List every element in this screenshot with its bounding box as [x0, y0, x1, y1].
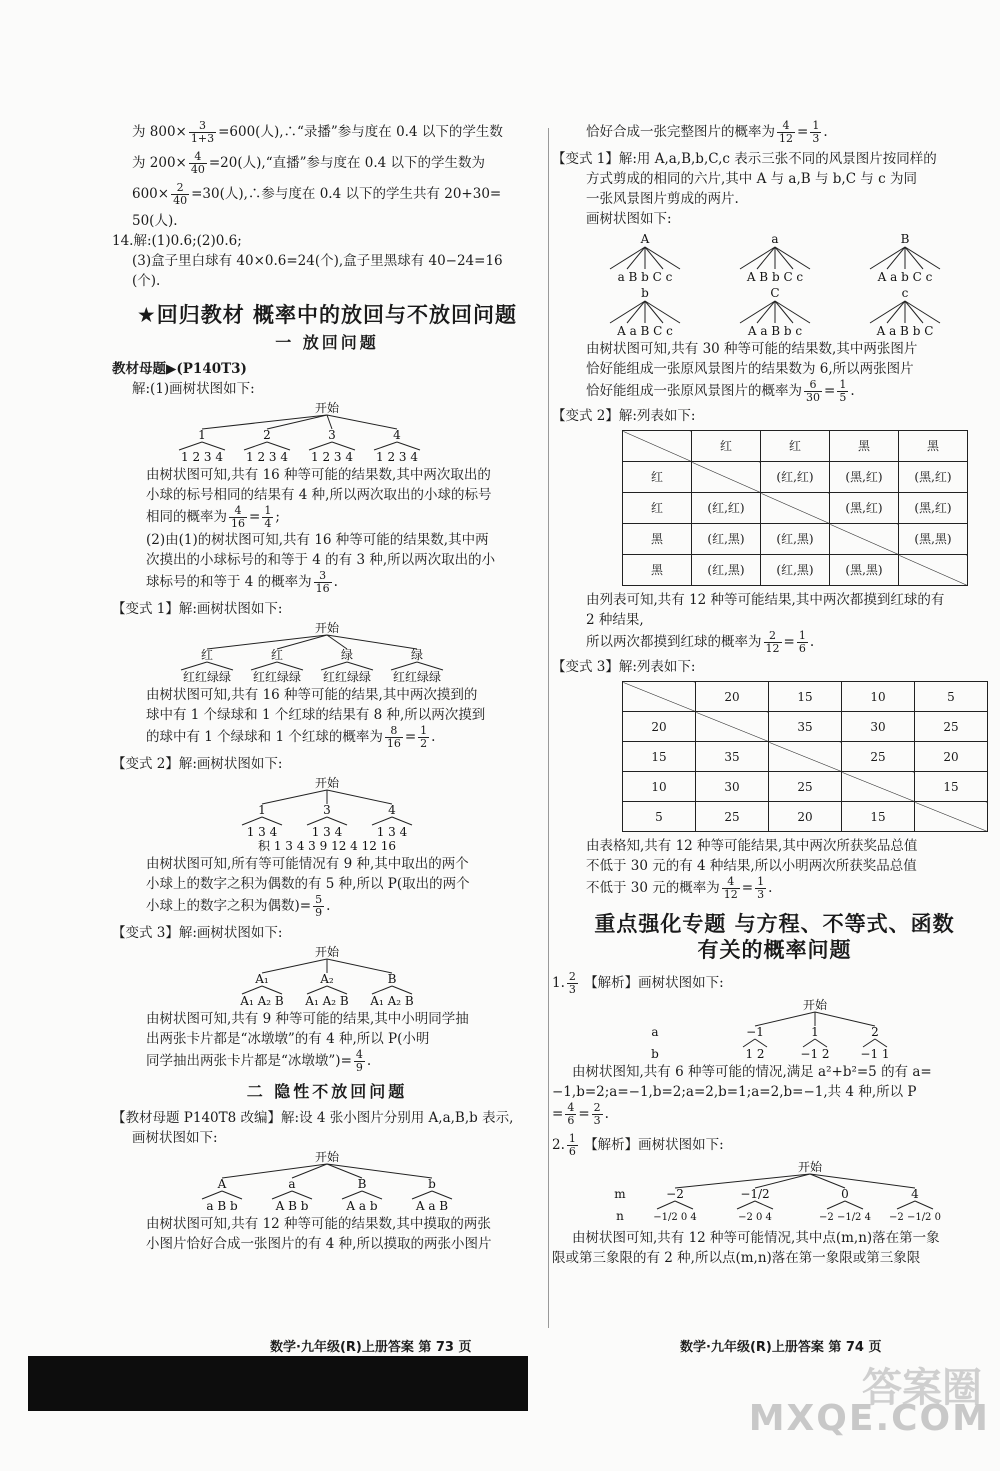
tree-leaves: 红红绿绿 [392, 670, 442, 683]
text-line: 由树状图可知,共有 12 种等可能的结果数,其中摸取的两张 [146, 1216, 491, 1232]
watermark-text: MXQE.COM [748, 1398, 990, 1439]
text-line: 为 800× $\frac{3}{1+3}$ =600(人),∴“录播”参与度在 0.4 以下的学生数 [132, 119, 503, 145]
tree-node: 4 [388, 803, 396, 817]
text-line: −1,b=2;a=−1,b=2;a=2,b=1;a=2,b=−1,共 4 种,所以 P [552, 1084, 917, 1100]
watermark-logo: 答案圈 [862, 1365, 982, 1411]
tree-node: B [357, 1177, 367, 1191]
tree-node: 2 [870, 1025, 879, 1039]
subsection-title: 二 隐性不放回问题 [246, 1082, 408, 1101]
table-cell: 10 [623, 772, 696, 802]
tree-leaves: 红红绿绿 [252, 670, 302, 683]
tree-node: 红 [200, 648, 214, 662]
text-line: 由表格知,共有 12 种等可能结果,其中两次所获奖品总值 [586, 838, 918, 854]
tree-diagram-1 [167, 401, 487, 463]
tree-leaves: A B b [275, 1199, 309, 1212]
tree-leaves: A a b [346, 1199, 378, 1212]
section-title-line: 有关的概率问题 [697, 938, 852, 962]
variant-3-label: 【变式 3】解:画树状图如下: [112, 925, 283, 941]
tree-leaves: −2 0 4 [737, 1212, 772, 1223]
tree-node: 1 [198, 428, 206, 442]
tree-diagram-4 [167, 945, 487, 1007]
tree-node: C [769, 286, 780, 300]
text-line: 由树状图可知,共有 16 种等可能的结果数,其中两次取出的 [146, 467, 491, 483]
fraction: $\frac{1}{6}$ [798, 629, 806, 655]
fraction: $\frac{3}{16}$ [315, 569, 330, 595]
text-line: 解:(1)画树状图如下: [132, 381, 255, 397]
tree-diagram-r2 [575, 285, 975, 337]
section-title [552, 911, 997, 963]
tree-level-label: a [650, 1025, 659, 1039]
fraction: $\frac{1}{6}$ [568, 1132, 576, 1158]
table-cell: (黑,黑) [830, 555, 899, 586]
tree-node: B [387, 972, 397, 986]
text-line: (个). [132, 273, 161, 289]
text-line: 限或第三象限的有 2 种,所以点(m,n)落在第一象限或第三象限 [552, 1250, 921, 1266]
variant-2-label: 【变式 2】解:画树状图如下: [112, 756, 283, 772]
table-row [623, 742, 988, 772]
variant-1-label: 【变式 1】解:用 A,a,B,b,C,c 表示三张不同的风景图片按同样的 [552, 151, 937, 167]
text-line: 600× $\frac{2}{40}$ =30(人),∴参与度在 0.4 以下的学生共有 20+30= [132, 181, 502, 207]
fraction: $\frac{2}{3}$ [568, 970, 576, 996]
table-cell: 35 [769, 712, 842, 742]
table-cell: (红,黑) [761, 524, 830, 555]
tree-node: 红 [270, 648, 284, 662]
text-line: 次摸出的小球标号的和等于 4 的有 3 种,所以两次取出的小 [146, 552, 496, 568]
column-divider [548, 128, 549, 1328]
table-cell [915, 802, 988, 832]
fraction: $\frac{5}{9}$ [315, 893, 323, 919]
table-cell [842, 772, 915, 802]
section-title-line: 重点强化专题 与方程、不等式、函数 [594, 912, 955, 936]
table-cell: 15 [915, 772, 988, 802]
fraction: $\frac{4}{6}$ [567, 1101, 575, 1127]
tree-leaves: A a B b C [876, 324, 933, 337]
source-label: 【教材母题 P140T8 改编】解:设 4 张小图片分别用 A,a,B,b 表示, [112, 1110, 514, 1126]
table-cell: (红,黑) [692, 524, 761, 555]
text-line: 小图片恰好合成一张图片的有 4 种,所以摸取的两张小图片 [146, 1236, 492, 1252]
table-cell: 5 [915, 682, 988, 712]
tree-node: A₁ [255, 972, 269, 986]
tree-leaves: 1 2 3 4 [181, 450, 223, 463]
text-line: 恰好合成一张完整图片的概率为 $\frac{4}{12}$ = $\frac{1}{3}$ . [586, 119, 828, 145]
tree-node: c [901, 286, 908, 300]
tree-products: 积 1 3 4 3 9 12 4 12 16 [258, 839, 396, 852]
text-line: 相同的概率为 $\frac{4}{16}$ = $\frac{1}{4}$ ; [146, 504, 280, 530]
table-cell: 5 [623, 802, 696, 832]
table-cell [623, 682, 696, 712]
table-cell: 30 [842, 712, 915, 742]
tree-leaves: a B b C c [617, 270, 672, 283]
tree-leaves: 红红绿绿 [322, 670, 372, 683]
tree-node: 1 [810, 1025, 819, 1039]
tree-leaves: 1 3 4 [376, 825, 408, 839]
tree-leaves: 1 2 3 4 [311, 450, 353, 463]
tree-leaves: 1 2 3 4 [376, 450, 418, 463]
table-cell: 25 [696, 802, 769, 832]
text-line: 一张风景图片剪成的两片. [586, 191, 739, 207]
text-line: 小球上的数字之积为偶数的有 5 种,所以 P(取出的两个 [146, 876, 470, 892]
table-row [623, 493, 968, 524]
tree-node: −1/2 [739, 1187, 770, 1201]
table-row [623, 712, 988, 742]
table-cell: 20 [623, 712, 696, 742]
text-line: 的球中有 1 个绿球和 1 个红球的概率为 $\frac{8}{16}$ = $\frac{1}{2}$ . [146, 724, 436, 750]
tree-leaves: A a B b c [747, 324, 802, 337]
tree-level-label: b [650, 1047, 659, 1060]
tree-leaves: a B b [206, 1199, 238, 1212]
fraction: $\frac{1}{3}$ [812, 119, 820, 145]
table-cell: 35 [696, 742, 769, 772]
text-line: 为 200× $\frac{4}{40}$ =20(人),“直播”参与度在 0.4 以下的学生数为 [132, 150, 486, 176]
tree-leaves: A₁ A₂ B [240, 994, 284, 1007]
table-cell: 红 [623, 493, 692, 524]
text-line: 由树状图可知,共有 12 种等可能情况,其中点(m,n)落在第一象 [572, 1230, 940, 1246]
table-cell: (红,黑) [692, 555, 761, 586]
table-cell: (黑,黑) [899, 524, 968, 555]
table-cell [830, 524, 899, 555]
table-cell: 红 [692, 431, 761, 462]
text-line: (2)由(1)的树状图可知,共有 16 种等可能的结果数,其中两 [146, 532, 489, 548]
scan-edge-bar [28, 1356, 528, 1411]
text-line: 画树状图如下: [586, 211, 672, 227]
table-row [623, 555, 968, 586]
tree-diagram-q1 [615, 998, 935, 1060]
fraction: $\frac{8}{16}$ [386, 724, 401, 750]
tree-node: 4 [393, 428, 401, 442]
table-cell: (黑,红) [899, 493, 968, 524]
table-cell: 20 [696, 682, 769, 712]
table-cell [696, 712, 769, 742]
question-2: 2. $\frac{1}{6}$ 【解析】画树状图如下: [552, 1132, 724, 1158]
table-row [623, 772, 988, 802]
left-column [112, 120, 542, 1254]
table-cell: (黑,红) [830, 462, 899, 493]
text-line: 由树状图可知,共有 30 种等可能的结果数,其中两张图片 [586, 341, 918, 357]
tree-leaves: A₁ A₂ B [370, 994, 414, 1007]
table-cell [769, 742, 842, 772]
tree-leaves: −1/2 0 4 [652, 1212, 697, 1223]
table-cell [623, 431, 692, 462]
text-line: 恰好能组成一张原风景图片的概率为 $\frac{6}{30}$ = $\frac{1}{5}$ . [586, 378, 855, 404]
text-line: 球中有 1 个绿球和 1 个红球的结果有 8 种,所以两次摸到 [146, 707, 486, 723]
text-line: 小球上的数字之积为偶数)= $\frac{5}{9}$ . [146, 893, 331, 919]
tree-leaves: A a B [415, 1199, 449, 1212]
text-line: 由树状图可知,共有 16 种等可能的结果,其中两次摸到的 [146, 687, 478, 703]
fraction: $\frac{1}{4}$ [264, 504, 272, 530]
question-14: 14.解:(1)0.6;(2)0.6; [112, 233, 242, 249]
text-line: 恰好能组成一张原风景图片的结果数为 6,所以两张图片 [586, 361, 914, 377]
tree-diagram-2 [167, 621, 487, 683]
footer-right: 数学·九年级(R)上册答案 第 74 页 [680, 1340, 882, 1355]
tree-node: 开始 [314, 776, 340, 790]
tree-node: 2 [263, 428, 271, 442]
text-line: 不低于 30 元的概率为 $\frac{4}{12}$ = $\frac{1}{3}$ . [586, 875, 773, 901]
tree-leaves: −1 2 [799, 1047, 830, 1060]
tree-node: 3 [323, 803, 331, 817]
variant-2-label: 【变式 2】解:列表如下: [552, 408, 696, 424]
table-cell: 25 [769, 772, 842, 802]
tree-node: −1 [745, 1025, 764, 1039]
table-header-row [623, 682, 988, 712]
tree-node: 绿 [340, 648, 354, 662]
table-cell [692, 462, 761, 493]
text-line: 由树状图知,共有 6 种等可能的情况,满足 a²+b²=5 的有 a= [572, 1064, 932, 1080]
tree-node: 开始 [314, 945, 340, 959]
text-line: 由树状图可知,所有等可能情况有 9 种,其中取出的两个 [146, 856, 469, 872]
tree-level-label: m [613, 1187, 626, 1201]
tree-level-label: n [615, 1209, 624, 1223]
fraction: $\frac{2}{12}$ [765, 629, 780, 655]
table-cell [761, 493, 830, 524]
fraction: $\frac{4}{16}$ [231, 504, 245, 530]
tree-node: 1 [258, 803, 266, 817]
fraction: $\frac{2}{3}$ [593, 1101, 601, 1127]
tree-node: 开始 [314, 1150, 340, 1164]
table-cell: 15 [842, 802, 915, 832]
tree-node: A [217, 1177, 227, 1191]
table-cell: 15 [623, 742, 696, 772]
footer-left: 数学·九年级(R)上册答案 第 73 页 [270, 1340, 472, 1355]
tree-diagram-5 [167, 1150, 487, 1212]
table-cell: 黑 [623, 555, 692, 586]
tree-leaves: 1 2 [744, 1047, 765, 1060]
variant-3-label: 【变式 3】解:列表如下: [552, 659, 696, 675]
section-title: ★回归教材 概率中的放回与不放回问题 [136, 303, 518, 327]
subsection-title: 一 放回问题 [275, 333, 379, 352]
tree-diagram-r1 [575, 231, 975, 283]
table-cell: 20 [915, 742, 988, 772]
fraction: $\frac{3}{1+3}$ [190, 119, 215, 145]
table-cell: 15 [769, 682, 842, 712]
tree-leaves: −1 1 [859, 1047, 890, 1060]
tree-node: 3 [328, 428, 336, 442]
table-row [623, 802, 988, 832]
tree-node: 开始 [802, 998, 827, 1012]
text-line: 所以两次都摸到红球的概率为 $\frac{2}{12}$ = $\frac{1}{6}$ . [586, 629, 815, 655]
table-header-row [623, 431, 968, 462]
tree-leaves: 1 3 4 [246, 825, 278, 839]
fraction: $\frac{4}{12}$ [779, 119, 793, 145]
table-cell: 20 [769, 802, 842, 832]
table-cell: 10 [842, 682, 915, 712]
tree-node: b [640, 286, 649, 300]
table-cell: (黑,红) [899, 462, 968, 493]
table-cell: 黑 [899, 431, 968, 462]
fraction: $\frac{6}{30}$ [806, 378, 820, 404]
text-line: 同学抽出两张卡片都是“冰墩墩”)= $\frac{4}{9}$ . [146, 1048, 372, 1074]
tree-node: −2 [665, 1187, 684, 1201]
table-cell: (红,红) [692, 493, 761, 524]
text-line: 由树状图可知,共有 9 种等可能的结果,其中小明同学抽 [146, 1011, 469, 1027]
table-cell: (红,红) [761, 462, 830, 493]
tree-leaves: A B b C c [746, 270, 803, 283]
tree-diagram-3 [167, 776, 487, 852]
fraction: $\frac{1}{2}$ [420, 724, 428, 750]
text-line: 方式剪成的相同的六片,其中 A 与 a,B 与 b,C 与 c 为同 [586, 171, 917, 187]
text-line: = $\frac{4}{6}$ = $\frac{2}{3}$ . [552, 1101, 609, 1127]
table-cell: 红 [623, 462, 692, 493]
tree-leaves: A a B C c [616, 324, 673, 337]
text-line: 由列表可知,共有 12 种等可能结果,其中两次都摸到红球的有 [586, 592, 945, 608]
text-line: 出两张卡片都是“冰墩墩”的有 4 种,所以 P(小明 [146, 1031, 430, 1047]
fraction: $\frac{4}{40}$ [190, 150, 205, 176]
table-cell: 红 [761, 431, 830, 462]
question-1: 1. $\frac{2}{3}$ 【解析】画树状图如下: [552, 970, 724, 996]
table-cell: (黑,红) [830, 493, 899, 524]
tree-leaves: 1 2 3 4 [246, 450, 288, 463]
tree-node: A₂ [320, 972, 334, 986]
tree-node: 开始 [797, 1160, 822, 1174]
tree-leaves: −2 −1/2 0 [888, 1212, 941, 1223]
tree-leaves: A₁ A₂ B [305, 994, 349, 1007]
text-line: 不低于 30 元的有 4 种结果,所以小明两次所获奖品总值 [586, 858, 917, 874]
fraction: $\frac{4}{9}$ [355, 1048, 363, 1074]
tree-leaves: −2 −1/2 4 [818, 1212, 871, 1223]
outcome-table-2 [622, 681, 988, 832]
fraction: $\frac{1}{3}$ [757, 875, 765, 901]
table-row [623, 524, 968, 555]
table-cell: 25 [915, 712, 988, 742]
fraction: $\frac{2}{40}$ [173, 181, 188, 207]
text-line: 小球的标号相同的结果有 4 种,所以两次取出的小球的标号 [146, 487, 492, 503]
tree-node: 0 [840, 1187, 849, 1201]
text-line: 50(人). [132, 213, 178, 229]
right-column [552, 120, 997, 1268]
text-line: 2 种结果, [586, 612, 644, 628]
tree-node: B [900, 232, 909, 246]
table-cell: 黑 [830, 431, 899, 462]
text-line: (3)盒子里白球有 40×0.6=24(个),盒子里黑球有 40−24=16 [132, 253, 503, 269]
tree-node: a [770, 232, 779, 246]
source-label: 教材母题▶(P140T3) [112, 361, 247, 377]
tree-node: 开始 [314, 621, 340, 635]
fraction: $\frac{1}{5}$ [839, 378, 847, 404]
tree-node: 绿 [410, 648, 424, 662]
table-cell [899, 555, 968, 586]
tree-diagram-q2 [595, 1160, 955, 1226]
tree-leaves: 红红绿绿 [182, 670, 232, 683]
tree-node: 开始 [314, 401, 340, 415]
tree-leaves: A a b C c [877, 270, 932, 283]
text-line: 球标号的和等于 4 的概率为 $\frac{3}{16}$ . [146, 569, 338, 595]
table-cell: 黑 [623, 524, 692, 555]
text-line: 画树状图如下: [132, 1130, 218, 1146]
table-cell: 25 [842, 742, 915, 772]
table-cell: (红,黑) [761, 555, 830, 586]
tree-node: A [640, 232, 649, 246]
table-cell: 30 [696, 772, 769, 802]
tree-leaves: 1 3 4 [311, 825, 343, 839]
tree-node: a [288, 1177, 296, 1191]
fraction: $\frac{4}{12}$ [723, 875, 738, 901]
table-row [623, 462, 968, 493]
variant-1-label: 【变式 1】解:画树状图如下: [112, 601, 283, 617]
tree-node: b [428, 1177, 436, 1191]
outcome-table-1 [622, 430, 968, 586]
tree-node: 4 [910, 1187, 919, 1201]
